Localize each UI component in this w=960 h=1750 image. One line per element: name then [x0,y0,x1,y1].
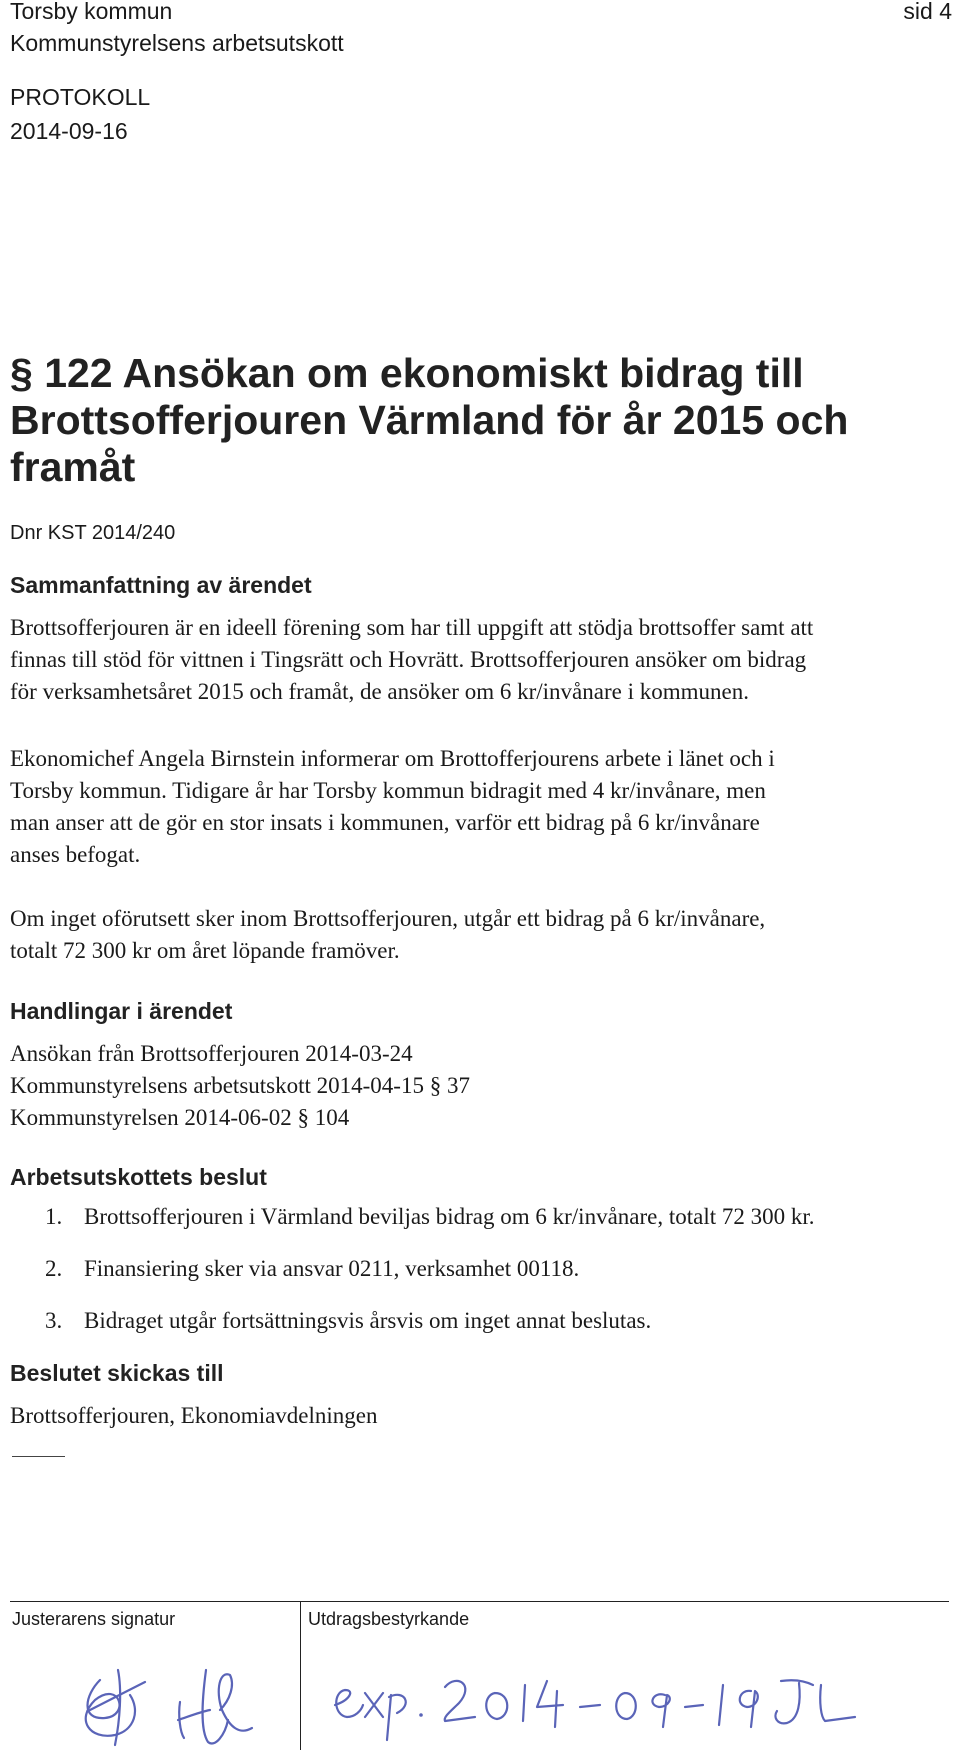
footer-top-rule [10,1601,949,1602]
text-line: Torsby kommun. Tidigare år har Torsby kommun bidragit med 4 kr/invånare, men [10,778,766,803]
summary-paragraph-3 [10,903,950,967]
text-line: totalt 72 300 kr om året löpande framöver. [10,938,400,963]
decision-item [10,1254,579,1284]
documents-list [10,1038,950,1134]
recipients-line: Brottsofferjouren, Ekonomiavdelningen [10,1403,378,1428]
documents-heading [10,997,232,1025]
certification-label: Utdragsbestyrkande [308,1609,470,1629]
document-item: Ansökan från Brottsofferjouren 2014-03-24 [10,1041,413,1066]
text-line: Brottsofferjouren är en ideell förening som har till uppgift att stödja brottsoffer samt att [10,615,814,640]
decision-item-text: Brottsofferjouren i Värmland beviljas bidrag om 6 kr/invånare, totalt 72 300 kr. [84,1204,815,1229]
page-number: sid 4 [903,0,952,24]
item-title-line-2: Brottsofferjouren Värmland för år 2015 och [10,397,849,443]
signature-label: Justerarens signatur [12,1609,176,1629]
item-title-line-1: § 122 Ansökan om ekonomiskt bidrag till [10,350,804,396]
summary-paragraph-1 [10,612,950,708]
document-type: PROTOKOLL [10,84,151,110]
text-line: Ekonomichef Angela Birnstein informerar om Brottofferjourens arbete i länet och i [10,746,775,771]
recipients-heading-text: Beslutet skickas till [10,1360,224,1386]
decision-heading [10,1163,267,1191]
recipients-heading [10,1359,224,1387]
protocol-date: 2014-09-16 [10,118,128,144]
item-title-line-3: framåt [10,444,136,490]
summary-paragraph-2 [10,743,950,871]
decision-heading-text: Arbetsutskottets beslut [10,1164,267,1190]
summary-heading [10,571,312,599]
document-item: Kommunstyrelsen 2014-06-02 § 104 [10,1105,350,1130]
recipients-text [10,1400,378,1432]
item-title [10,350,950,491]
decision-item-number: 3. [45,1308,63,1333]
text-line: för verksamhetsåret 2015 och framåt, de ansöker om 6 kr/invånare i kommunen. [10,679,749,704]
text-line: anses befogat. [10,842,141,867]
signature-initials-image [60,1640,280,1750]
decision-item [10,1306,651,1336]
decision-item-text: Bidraget utgår fortsättningsvis årsvis om inget annat beslutas. [84,1308,652,1333]
summary-heading-text: Sammanfattning av ärendet [10,572,312,598]
decision-item-text: Finansiering sker via ansvar 0211, verksamhet 00118. [84,1256,580,1281]
footer-divider [300,1601,301,1750]
committee-name: Kommunstyrelsens arbetsutskott [10,30,344,56]
text-line: Om inget oförutsett sker inom Brottsofferjouren, utgår ett bidrag på 6 kr/invånare, [10,906,766,931]
handwritten-dispatch-note [325,1645,865,1745]
separator-rule [12,1456,65,1457]
decision-item [10,1202,815,1232]
decision-item-number: 1. [45,1204,63,1229]
text-line: finnas till stöd för vittnen i Tingsrätt och Hovrätt. Brottsofferjouren ansöker om bidrag [10,647,807,672]
municipality-name: Torsby kommun [10,0,173,24]
documents-heading-text: Handlingar i ärendet [10,998,233,1024]
decision-item-number: 2. [45,1256,63,1281]
diary-number: Dnr KST 2014/240 [10,522,176,544]
text-line: man anser att de gör en stor insats i kommunen, varför ett bidrag på 6 kr/invånare [10,810,760,835]
document-item: Kommunstyrelsens arbetsutskott 2014-04-15 § 37 [10,1073,470,1098]
